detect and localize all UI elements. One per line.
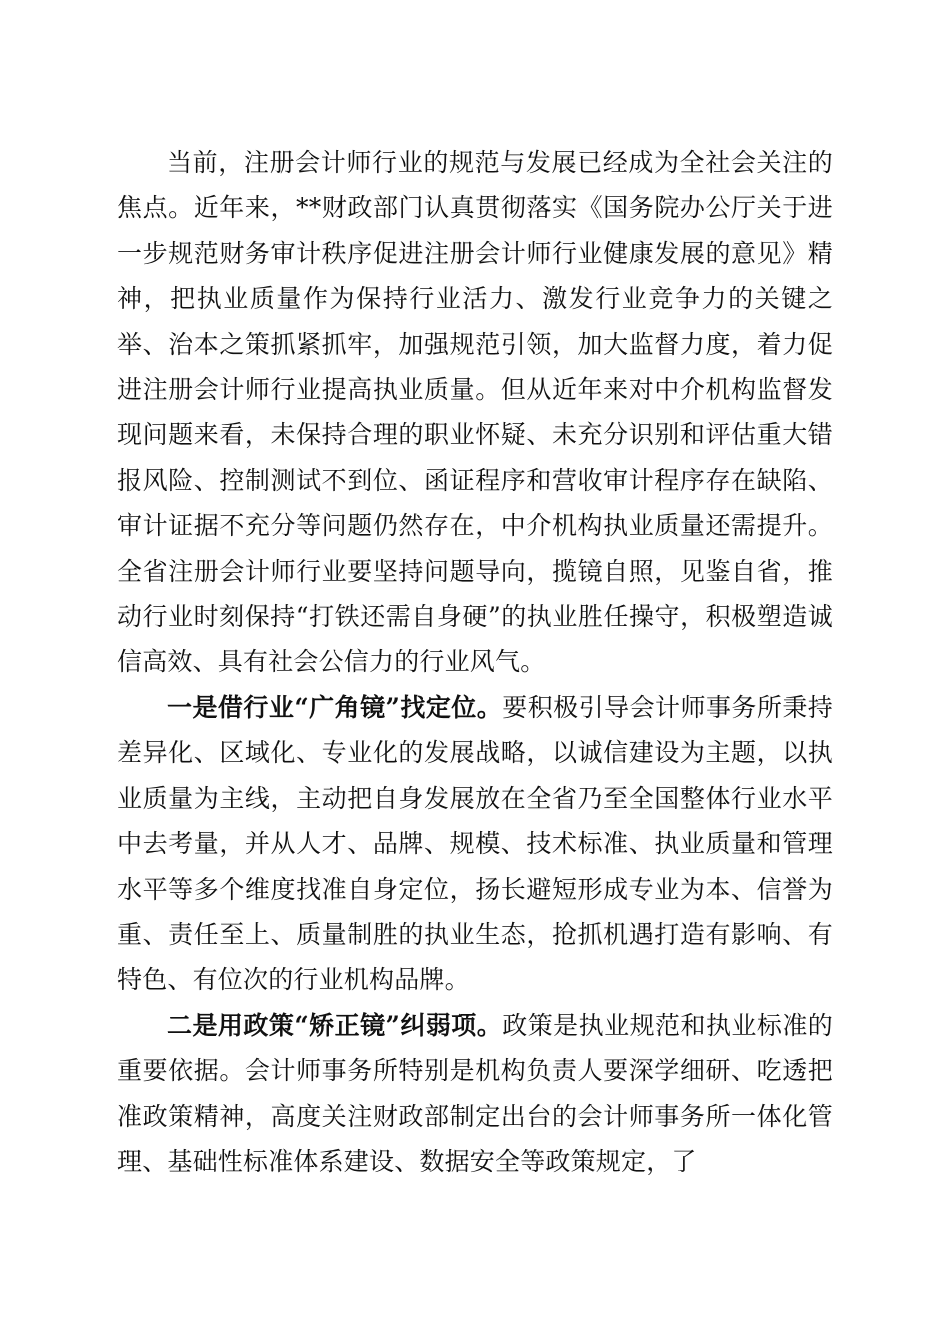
paragraph-point-two-heading: 二是用政策“矫正镜”纠弱项。 [167, 1010, 503, 1040]
document-body [117, 140, 833, 1184]
paragraph-point-two-text: 政策是执业规范和执业标准的重要依据。会计师事务所特别是机构负责人要深学细研、吃透把准政策精神，高度关注财政部制定出台的会计师事务所一体化管理、基础性标准体系建设、数据安全等政策规定，了 [117, 1010, 834, 1176]
paragraph-point-one-heading: 一是借行业“广角镜”找定位。 [167, 692, 503, 722]
paragraph-point-two [117, 1003, 833, 1185]
paragraph-point-one [117, 685, 833, 1003]
paragraph-point-one-text: 要积极引导会计师事务所秉持差异化、区域化、专业化的发展战略，以诚信建设为主题，以执业质量为主线，主动把自身发展放在全省乃至全国整体行业水平中去考量，并从人才、品牌、规模、技术标准、执业质量和管理水平等多个维度找准自身定位，扬长避短形成专业为本、信誉为重、责任至上、质量制胜的执业生态，抢抓机遇打造有影响、有特色、有位次的行业机构品牌。 [117, 692, 834, 995]
paragraph-intro [117, 140, 833, 685]
paragraph-intro-text: 当前，注册会计师行业的规范与发展已经成为全社会关注的焦点。近年来，**财政部门认真贯彻落实《国务院办公厅关于进一步规范财务审计秩序促进注册会计师行业健康发展的意见》精神，把执业质量作为保持行业活力、激发行业竞争力的关键之举、治本之策抓紧抓牢，加强规范引领，加大监督力度，着力促进注册会计师行业提高执业质量。但从近年来对中介机构监督发现问题来看，未保持合理的职业怀疑、未充分识别和评估重大错报风险、控制测试不到位、函证程序和营收审计程序存在缺陷、审计证据不充分等问题仍然存在，中介机构执业质量还需提升。全省注册会计师行业要坚持问题导向，揽镜自照，见鉴自省，推动行业时刻保持“打铁还需自身硬”的执业胜任操守，积极塑造诚信高效、具有社会公信力的行业风气。 [117, 148, 833, 677]
